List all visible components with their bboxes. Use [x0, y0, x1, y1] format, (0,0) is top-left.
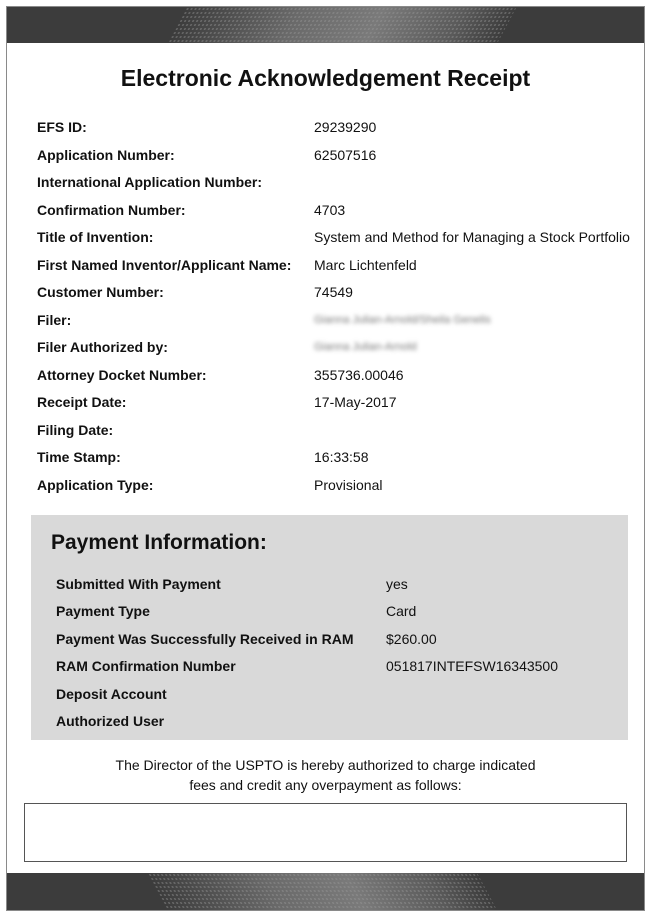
field-filer — [37, 311, 637, 339]
payment-title: Payment Information: — [51, 531, 267, 554]
field-label: Application Type: — [37, 476, 154, 493]
header-band-dots — [167, 7, 516, 43]
field-filing-date — [37, 421, 637, 449]
footer-band-dots — [147, 873, 497, 910]
field-label: Customer Number: — [37, 284, 164, 300]
field-value: 16:33:58 — [314, 449, 369, 465]
field-efs-id — [37, 118, 637, 146]
field-label: Attorney Docket Number: — [37, 366, 207, 383]
field-value: 29239290 — [314, 119, 377, 135]
payment-label: Payment Type — [56, 603, 150, 619]
payment-label: RAM Confirmation Number — [56, 658, 236, 674]
payment-label: Submitted With Payment — [56, 576, 221, 592]
field-customer-number — [37, 283, 637, 311]
field-value: Marc Lichtenfeld — [314, 256, 417, 273]
receipt-fields — [37, 118, 637, 503]
payment-value: yes — [386, 576, 408, 592]
payment-row-ram-confirmation-number — [56, 658, 616, 678]
overpayment-instructions-box — [24, 803, 627, 862]
field-value: Provisional — [314, 476, 383, 493]
footer-band — [7, 873, 644, 910]
payment-value: $260.00 — [386, 631, 437, 647]
field-label: Filer Authorized by: — [37, 339, 168, 355]
field-confirmation-number — [37, 201, 637, 229]
payment-value: 051817INTEFSW16343500 — [386, 658, 558, 674]
field-filer-authorized-by — [37, 338, 637, 366]
field-application-number — [37, 146, 637, 174]
field-label: Confirmation Number: — [37, 201, 186, 218]
payment-row-deposit-account — [56, 686, 616, 706]
field-value: 4703 — [314, 201, 346, 218]
payment-row-authorized-user — [56, 713, 616, 733]
field-label: Receipt Date: — [37, 394, 127, 410]
payment-label: Deposit Account — [56, 686, 167, 702]
receipt-frame — [6, 6, 645, 911]
field-value-redacted: Gianna Julian-Arnold/Sheila Genelis — [314, 313, 491, 326]
field-international-application-number — [37, 173, 637, 201]
field-first-named-inventor — [37, 256, 637, 284]
field-value: 17-May-2017 — [314, 394, 397, 410]
field-receipt-date — [37, 393, 637, 421]
header-band — [7, 7, 644, 43]
field-label: Time Stamp: — [37, 449, 121, 465]
payment-row-received-in-ram — [56, 631, 616, 651]
director-authorization-text — [7, 755, 644, 795]
payment-row-submitted-with-payment — [56, 576, 616, 596]
field-label: First Named Inventor/Applicant Name: — [37, 256, 292, 273]
field-value: 74549 — [314, 284, 353, 300]
field-label: Filer: — [37, 311, 72, 328]
field-time-stamp — [37, 448, 637, 476]
payment-row-payment-type — [56, 603, 616, 623]
field-value: 355736.00046 — [314, 366, 404, 383]
page-title: Electronic Acknowledgement Receipt — [120, 65, 531, 91]
field-value-redacted: Gianna Julian-Arnold — [314, 341, 417, 353]
field-value: 62507516 — [314, 146, 377, 163]
field-label: Application Number: — [37, 146, 175, 163]
payment-value: Card — [386, 603, 417, 619]
payment-information-panel — [31, 515, 628, 740]
field-value: System and Method for Managing a Stock Portfolio — [314, 229, 630, 245]
field-label: International Application Number: — [37, 174, 263, 190]
payment-label: Payment Was Successfully Received in RAM — [56, 631, 354, 647]
field-application-type — [37, 476, 637, 504]
field-label: Filing Date: — [37, 421, 114, 438]
field-label: Title of Invention: — [37, 229, 154, 245]
payment-label: Authorized User — [56, 713, 165, 729]
field-label: EFS ID: — [37, 119, 87, 135]
director-line-1: The Director of the USPTO is hereby authorized to charge indicated — [115, 757, 536, 773]
field-attorney-docket-number — [37, 366, 637, 394]
director-line-2: fees and credit any overpayment as follows: — [189, 777, 462, 793]
field-title-of-invention — [37, 228, 637, 256]
